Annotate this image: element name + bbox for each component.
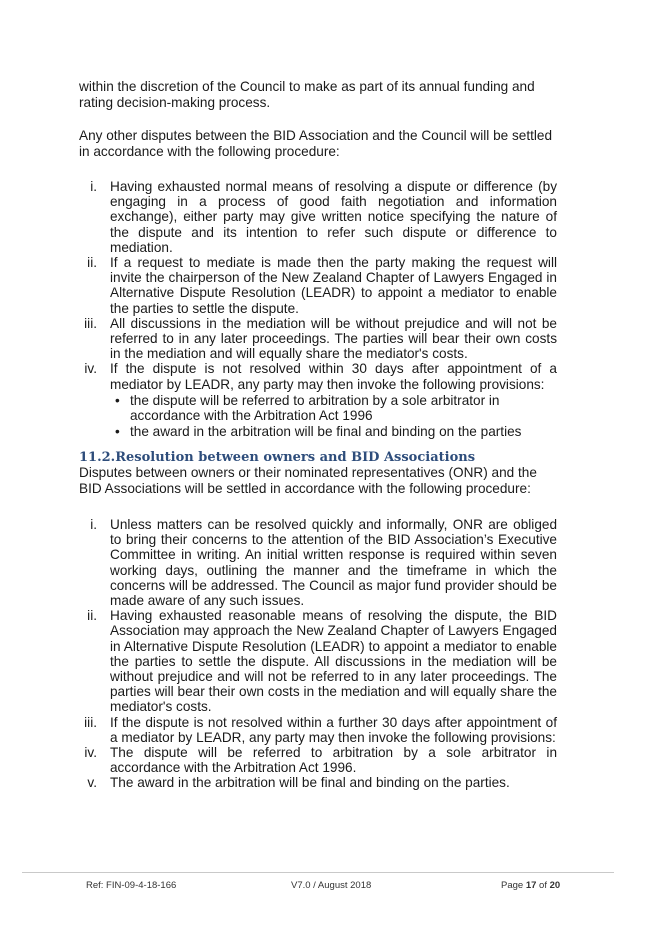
bullet-text: the dispute will be referred to arbitration by a sole arbitrator in accordance with the Arbitration Act 1996 [130, 392, 500, 424]
arbitration-bullet-list [110, 393, 557, 440]
list-item-text: All discussions in the mediation will be without prejudice and will not be referred to in any later proceedings. The parties will bear their own costs in the mediation and will equally share the mediator's costs. [110, 315, 557, 362]
owner-dispute-procedure-list [79, 517, 557, 791]
list-item-text: If the dispute is not resolved within a further 30 days after appointment of a mediator by LEADR, any party may then invoke the following provisions: [110, 714, 557, 745]
list-number: i. [90, 517, 97, 532]
footer-version: V7.0 / August 2018 [291, 880, 372, 891]
page-of-label: of [539, 880, 547, 891]
footer-reference: Ref: FIN-09-4-18-166 [86, 880, 177, 891]
list-item-text: The dispute will be referred to arbitration by a sole arbitrator in accordance with the Arbitration Act 1996. [110, 745, 557, 776]
list-number: iv. [84, 361, 97, 377]
list-number: iii. [84, 714, 97, 730]
section-heading [79, 450, 475, 465]
list-item-text: The award in the arbitration will be final and binding on the parties. [110, 775, 510, 791]
list-item [79, 775, 557, 790]
list-item-text: Having exhausted reasonable means of resolving the dispute, the BID Association may approach the New Zealand Chapter of Lawyers Engaged in Alternative Dispute Resolution (LEADR) to appoint a mediator to enable the parties to settle the dispute. All discussions in the mediation will be without prejudice and will not be referred to in any later proceedings. The parties will bear their own costs in the mediation and will equally share the mediator's costs. [110, 608, 557, 715]
bullet-icon: • [115, 424, 120, 440]
total-pages: 20 [549, 880, 561, 891]
list-item [79, 255, 557, 316]
bullet-icon: • [115, 392, 120, 408]
list-item-text: Unless matters can be resolved quickly and informally, ONR are obliged to bring their concerns to the attention of the BID Association’s Executive Committee in writing. An initial written response is required within seven working days, outlining the manner and the timeframe in which the concerns will be addressed. The Council as major fund provider should be made aware of any such issues. [110, 517, 557, 609]
section-intro-paragraph: Disputes between owners or their nominated representatives (ONR) and the BID Associations will be settled in accordance with the following procedure: [79, 465, 537, 497]
current-page: 17 [525, 880, 537, 891]
council-dispute-procedure-list [79, 179, 557, 439]
list-number: i. [90, 179, 97, 194]
bullet-item [110, 393, 557, 423]
list-item [79, 745, 557, 775]
list-item-text: If a request to mediate is made then the party making the request will invite the chairperson of the New Zealand Chapter of Lawyers Engaged in Alternative Dispute Resolution (LEADR) to appoint a mediator to enable the parties to settle the dispute. [110, 255, 557, 316]
list-number: iv. [84, 745, 97, 761]
list-number: ii. [87, 608, 97, 624]
disputes-intro-paragraph: Any other disputes between the BID Association and the Council will be settled in accordance with the following procedure: [79, 128, 553, 160]
list-number: ii. [87, 255, 97, 271]
list-number: iii. [84, 315, 97, 331]
list-number: v. [87, 775, 97, 791]
list-item [79, 608, 557, 714]
footer-page-number [501, 880, 560, 891]
list-item-text: If the dispute is not resolved within 30 days after appointment of a mediator by LEADR, any party may then invoke the following provisions: [110, 361, 557, 392]
list-item [79, 316, 557, 362]
section-title: Resolution between owners and BID Associations [115, 450, 476, 465]
list-item [79, 179, 557, 255]
bullet-item [110, 424, 557, 439]
list-item [79, 517, 557, 608]
section-number: 11.2. [79, 450, 116, 465]
page-label: Page [501, 880, 524, 891]
list-item [79, 715, 557, 745]
list-item [79, 361, 557, 439]
bullet-text: the award in the arbitration will be final and binding on the parties [130, 424, 522, 440]
list-item-text: Having exhausted normal means of resolving a dispute or difference (by engaging in a process of good faith negotiation and information exchange), either party may give written notice specifying the nature of the dispute and its intention to refer such dispute or difference to mediation. [110, 179, 557, 255]
footer-divider [22, 872, 614, 873]
intro-paragraph: within the discretion of the Council to make as part of its annual funding and rating decision-making process. [79, 79, 535, 111]
